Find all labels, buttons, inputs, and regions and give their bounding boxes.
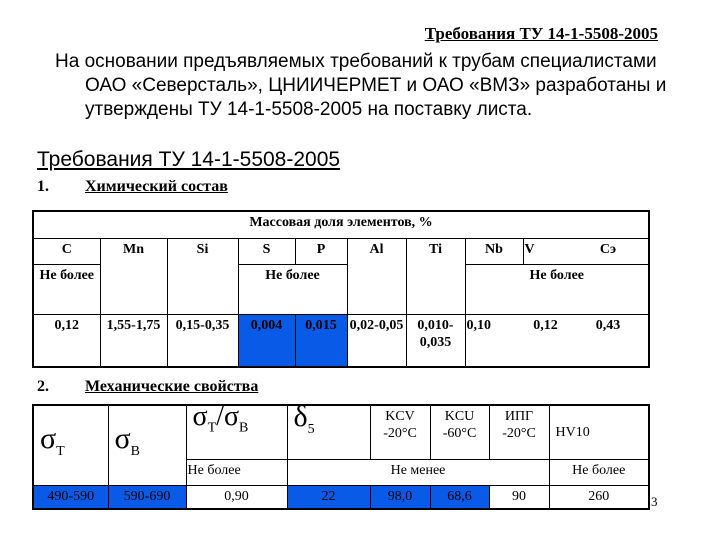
delta-symbol: δ: [293, 400, 308, 433]
section-number: 1.: [37, 178, 49, 195]
page-title: Требования ТУ 14-1-5508-2005: [37, 148, 341, 171]
limit-label: Не менее: [287, 459, 549, 485]
label: -20°C: [383, 426, 417, 441]
subscript: 5: [307, 422, 315, 437]
kcv-header: [370, 405, 430, 459]
label: -60°C: [442, 426, 477, 441]
value-cell: 90: [489, 485, 549, 509]
value-cell: 0,02-0,05: [347, 314, 406, 367]
ratio-header: $\sigma_Т/\sigma_В$: [186, 405, 287, 459]
element-header: S: [238, 238, 295, 264]
value-cell: 0,15-0,35: [167, 314, 238, 367]
limit-label: Не более: [238, 264, 347, 314]
element-header: Al: [347, 238, 406, 314]
kcu-header: [430, 405, 489, 459]
value-cell: 0,90: [186, 485, 287, 509]
section-label: Химический состав: [85, 178, 228, 195]
value-cell: 22: [287, 485, 370, 509]
element-header: Nb: [465, 238, 523, 264]
value-cell: 0,004: [238, 314, 295, 367]
tensile-strength-header: [108, 405, 186, 485]
limit-label: Не более: [33, 264, 100, 314]
value-cell: 260: [549, 485, 649, 509]
page-number: 3: [651, 494, 658, 509]
value-cell: 98,0: [370, 485, 430, 509]
element-header: Si: [167, 238, 238, 314]
limit-label: Не более: [186, 459, 287, 485]
elongation-header: [287, 400, 370, 459]
subscript: В: [130, 444, 141, 460]
element-header: P: [295, 238, 347, 264]
value-cell: 0,43: [568, 314, 649, 367]
section-label: Механические свойства: [85, 378, 259, 395]
subscript: Т: [56, 444, 65, 460]
mechanical-properties-table: [32, 400, 650, 510]
hardness-header: HV10: [549, 405, 649, 459]
limit-label: Не более: [465, 264, 649, 314]
label: KCV: [385, 409, 415, 424]
value-cell: 0,10: [465, 314, 523, 367]
yield-strength-header: [33, 405, 108, 485]
element-header: Cэ: [568, 238, 649, 264]
sigma-symbol: σ: [223, 401, 240, 432]
slide-header: Требования ТУ 14-1-5508-2005: [424, 24, 658, 43]
intro-paragraph: На основании предъявляемых требований к трубам специалистами ОАО «Северсталь», ЦНИИЧЕРМЕТ и ОАО «ВМЗ» разработаны и утверждены ТУ 14-1-5508-2005 на поставку листа.: [55, 51, 667, 120]
element-header: Mn: [100, 238, 167, 314]
value-cell: 0,12: [523, 314, 568, 367]
ipg-header: [489, 405, 549, 459]
subscript: Т: [207, 420, 217, 436]
value-cell: 0,010-0,035: [406, 314, 465, 367]
value-cell: 1,55-1,75: [100, 314, 167, 367]
label: -20°C: [502, 426, 536, 441]
value-cell: 590-690: [108, 485, 186, 509]
subscript: В: [239, 420, 249, 436]
label: KCU: [444, 409, 475, 424]
limit-label: Не более: [549, 459, 649, 485]
sigma-symbol: σ: [40, 422, 57, 456]
sigma-symbol: σ: [114, 422, 131, 456]
element-header: Ti: [406, 238, 465, 314]
section-number: 2.: [37, 378, 49, 395]
element-header: V: [523, 238, 568, 264]
intro-text: [37, 50, 677, 122]
table-caption: Массовая доля элементов, %: [33, 211, 649, 238]
sigma-symbol: σ: [192, 401, 208, 432]
element-header: C: [33, 238, 100, 264]
value-cell: 490-590: [33, 485, 108, 509]
value-cell: 0,12: [33, 314, 100, 367]
chemical-composition-table: [32, 210, 650, 368]
label: ИПГ: [504, 409, 534, 424]
value-cell: 0,015: [295, 314, 347, 367]
value-cell: 68,6: [430, 485, 489, 509]
